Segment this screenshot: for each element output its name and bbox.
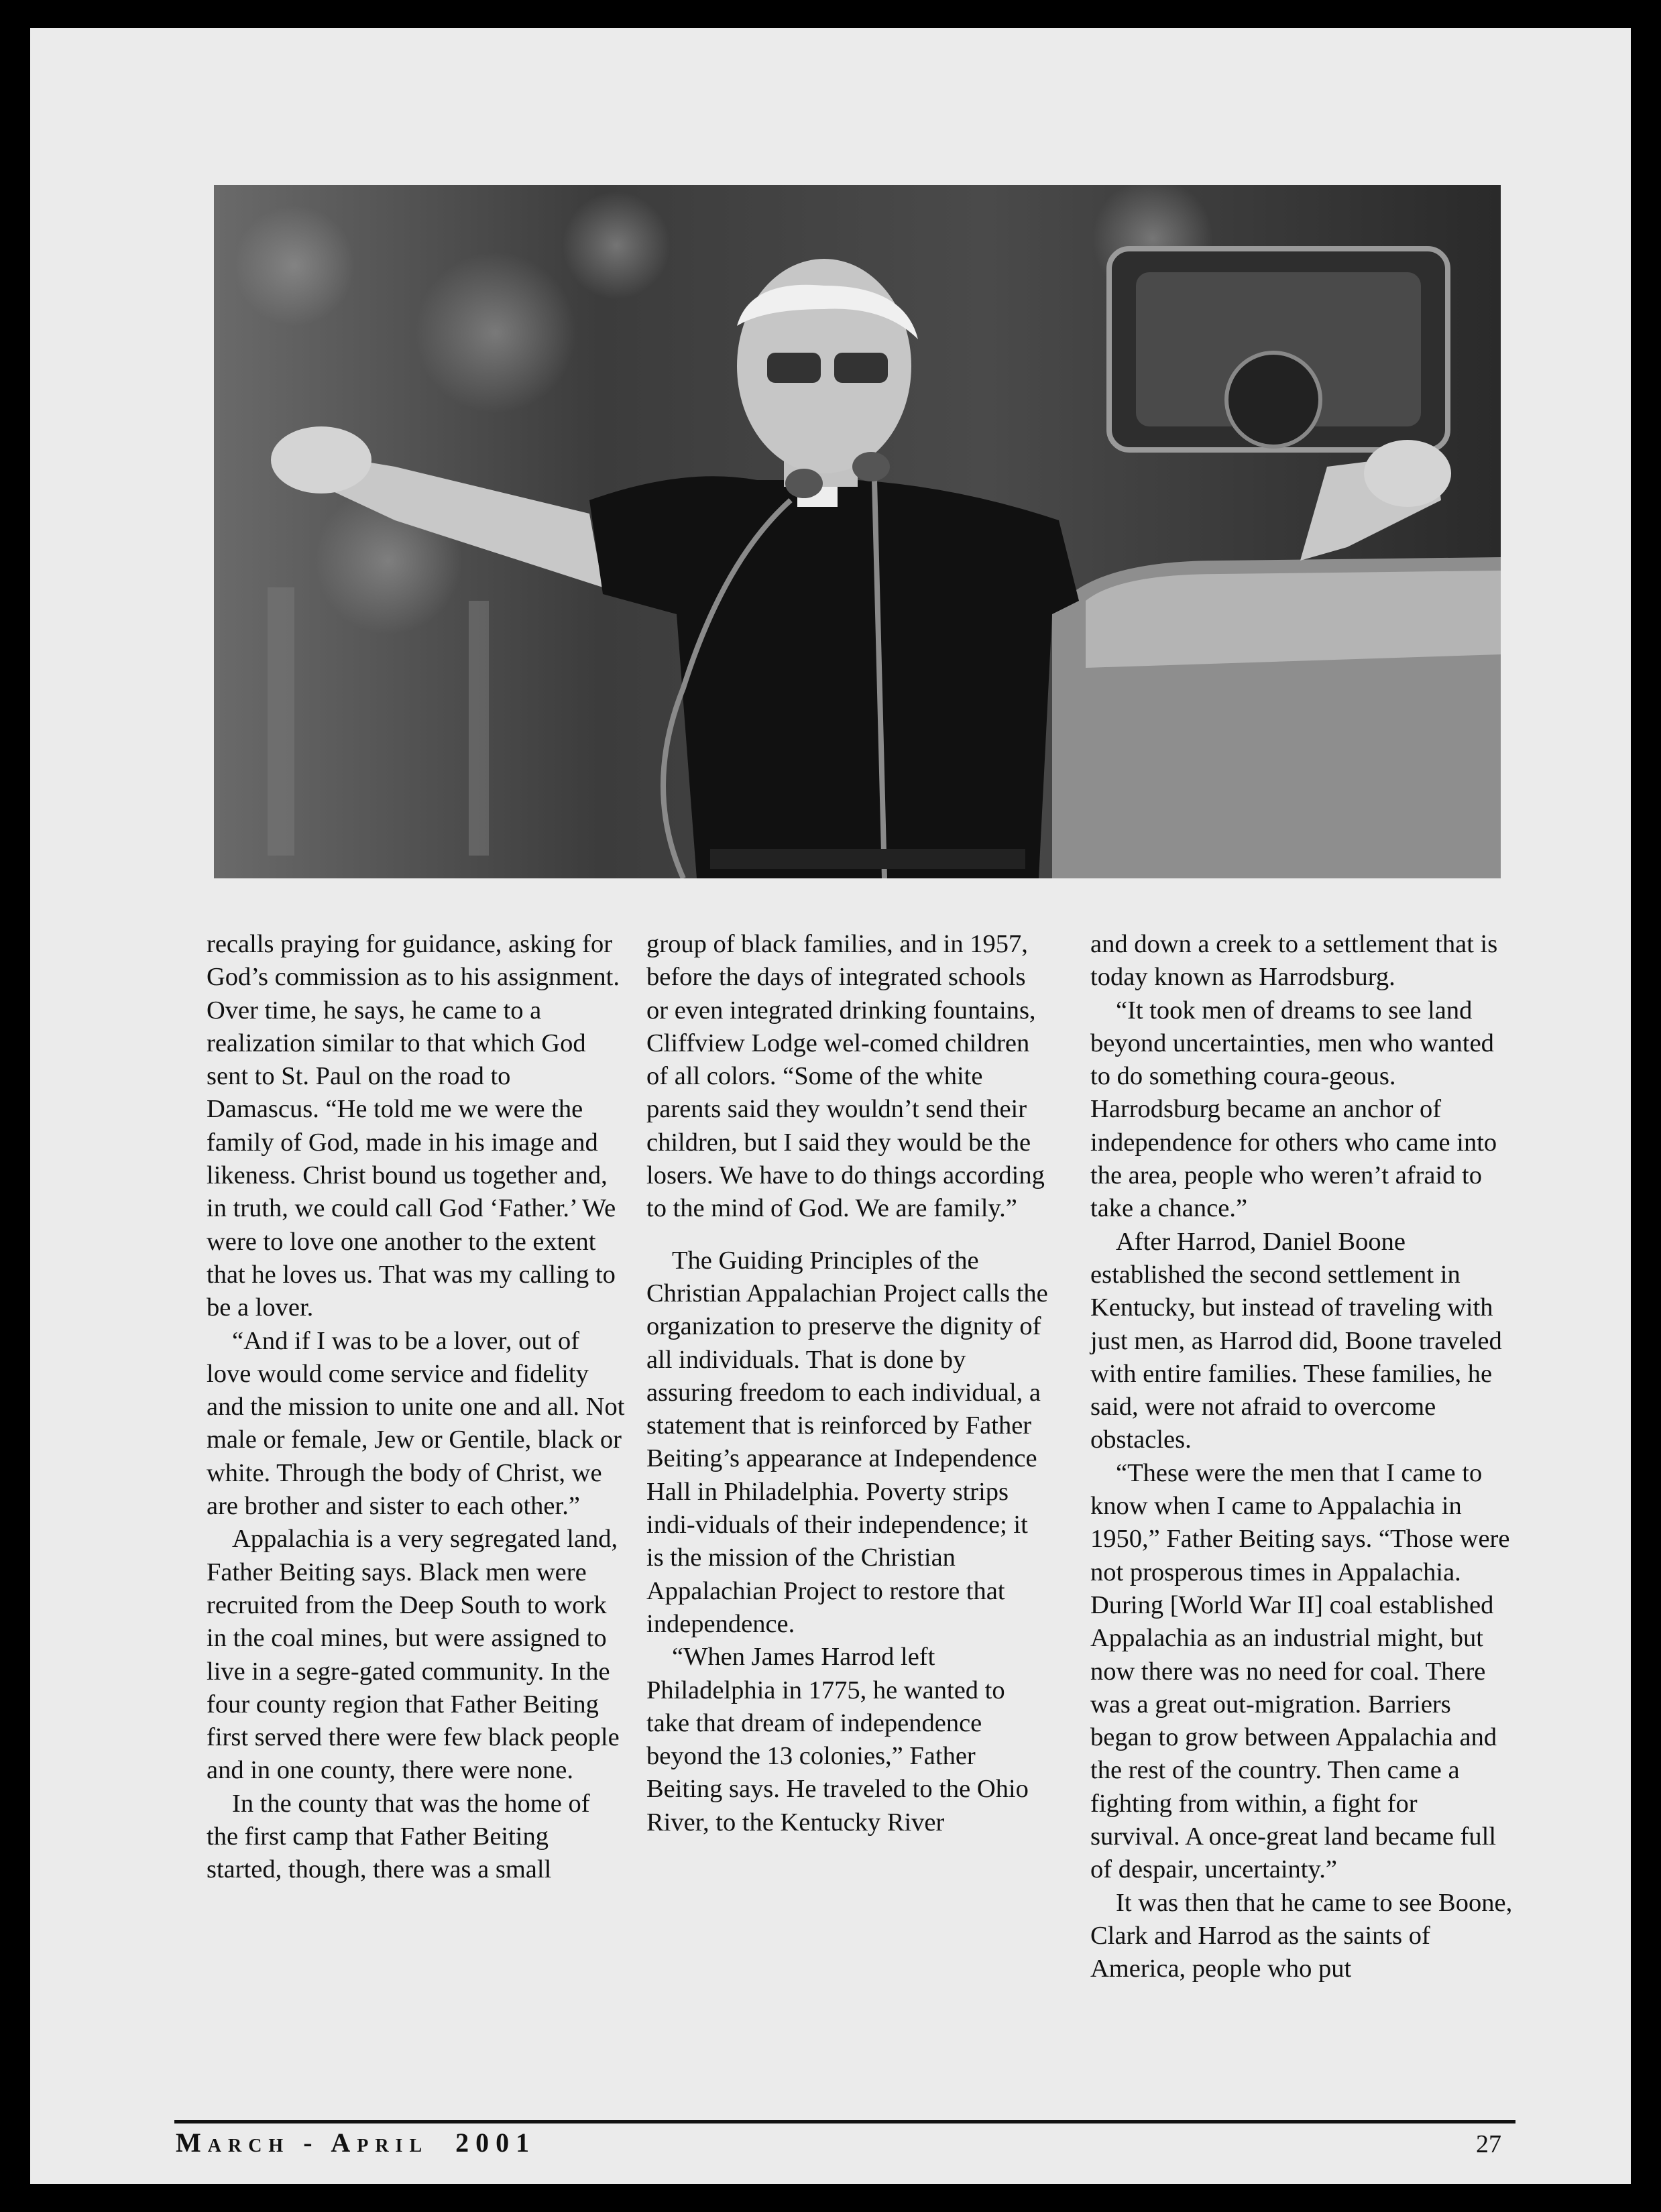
priest-speaking-at-microphone-photo	[214, 185, 1501, 878]
issue-date-dash: -	[303, 2128, 319, 2158]
issue-month-initial: M	[176, 2128, 208, 2158]
text-column-2-upper	[646, 928, 1049, 1226]
paragraph: “When James Harrod left Philadelphia in 1775, he wanted to take that dream of independence beyond the 13 colonies,” Father Beiting says. He traveled to the Ohio River, to the Kentucky River	[646, 1643, 1029, 1837]
paragraph: It was then that he came to see Boone, Clark and Harrod as the saints of America, people who put	[1090, 1888, 1513, 1983]
paragraph: After Harrod, Daniel Boone established the second settlement in Kentucky, but instead of traveling with just men, as Harrod did, Boone traveled with entire families. These families, he said, were not afraid to overcome obstacles.	[1090, 1227, 1502, 1454]
footer-rule	[174, 2120, 1515, 2123]
text-column-3	[1090, 928, 1513, 1986]
text-column-2	[646, 928, 1049, 1839]
text-column-2-lower	[646, 1244, 1049, 1839]
photo-illustration	[214, 185, 1501, 878]
paragraph: “It took men of dreams to see land beyond uncertainties, men who wanted to do something coura-geous. Harrodsburg became an anchor of independence for others who came into the area, people who weren’t afraid to take a chance.”	[1090, 996, 1497, 1223]
text-column-1	[207, 928, 628, 1887]
paragraph: and down a creek to a settlement that is today known as Harrodsburg.	[1090, 930, 1498, 992]
paragraph: “And if I was to be a lover, out of love would come service and fidelity and the mission to unite one and all. Not male or female, Jew or Gentile, black or white. Through the body of Christ, we are brother and sister to each other.”	[207, 1326, 625, 1521]
issue-month-rest: ARCH	[207, 2136, 290, 2156]
issue-month2-initial: A	[331, 2128, 357, 2158]
paragraph: In the county that was the home of the first camp that Father Beiting started, though, there was a small	[207, 1789, 590, 1884]
issue-date	[176, 2127, 536, 2158]
paragraph: recalls praying for guidance, asking for God’s commission as to his assignment. Over time, he says, he came to a realization similar to that which God sent to St. Paul on the road to Damascus. “He told me we were the family of God, made in his image and likeness. Christ bound us together and, in truth, we could call God ‘Father.’ We were to love one another to the extent that he loves us. That was my calling to be a lover.	[207, 930, 620, 1322]
paragraph: Appalachia is a very segregated land, Father Beiting says. Black men were recruited from the Deep South to work in the coal mines, but were assigned to live in a segre-gated community. In the four county region that Father Beiting first served there were few black people and in one county, there were none.	[207, 1525, 620, 1785]
paragraph: group of black families, and in 1957, before the days of integrated schools or even integrated drinking fountains, Cliffview Lodge wel-comed children of all colors. “Some of the white parents said they wouldn’t send their children, but I said they would be the losers. We have to do things according to the mind of God. We are family.”	[646, 930, 1045, 1223]
issue-year: 2001	[455, 2128, 536, 2158]
page-number: 27	[1476, 2130, 1501, 2158]
paragraph: The Guiding Principles of the Christian Appalachian Project calls the organization to preserve the dignity of all individuals. That is done by assuring freedom to each individual, a statement that is reinforced by Father Beiting’s appearance at Independence Hall in Philadelphia. Poverty strips indi-viduals of their independence; it is the mission of the Christian Appalachian Project to restore that independence.	[646, 1246, 1048, 1638]
paragraph: “These were the men that I came to know when I came to Appalachia in 1950,” Father Beiting says. “Those were not prosperous times in Appalachia. During [World War II] coal established Appalachia as an industrial might, but now there was no need for coal. There was a great out-migration. Barriers began to grow between Appalachia and the rest of the country. Then came a fighting from within, a fight for survival. A once-great land became full of despair, uncertainty.”	[1090, 1458, 1510, 1884]
issue-month2-rest: PRIL	[357, 2136, 429, 2156]
